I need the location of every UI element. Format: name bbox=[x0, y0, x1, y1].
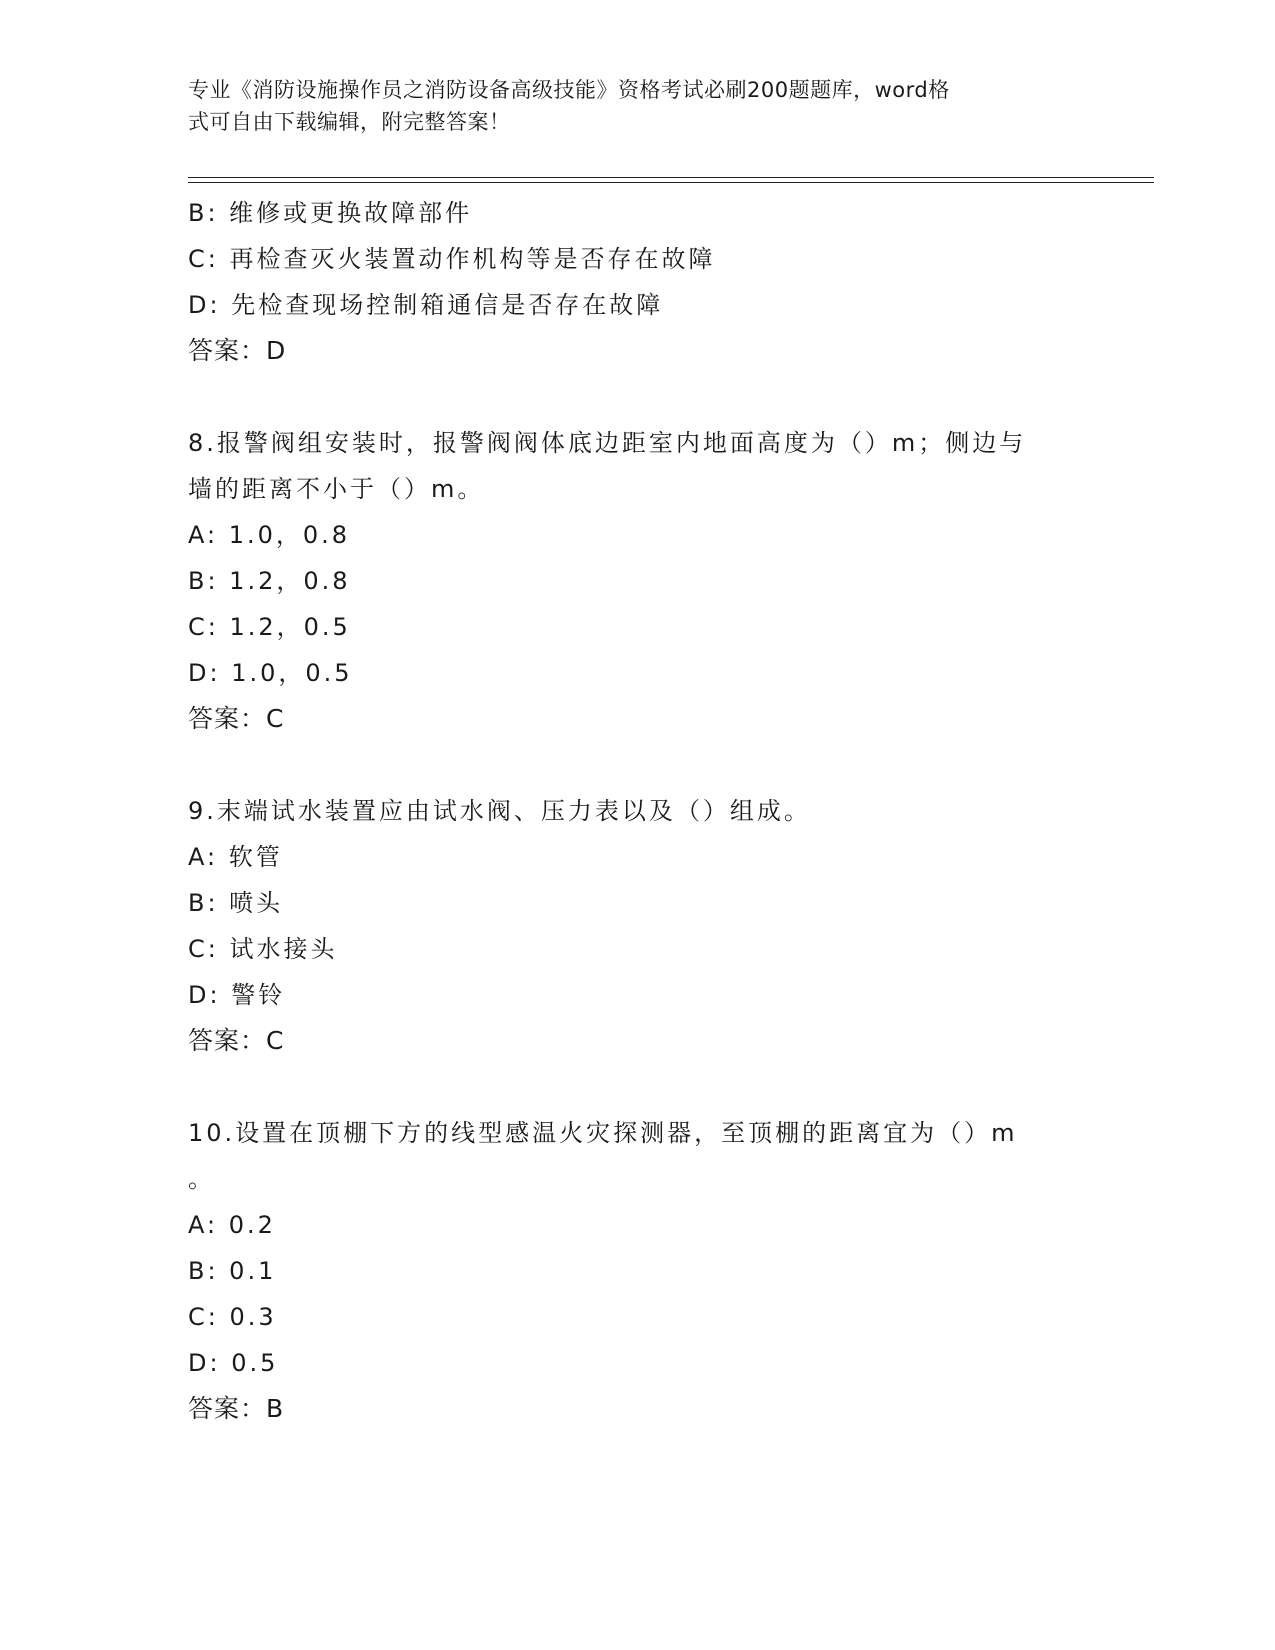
header-divider-top bbox=[188, 177, 1154, 178]
answer: 答案：D bbox=[188, 336, 287, 365]
question-10 bbox=[188, 1110, 1088, 1432]
question-text-line-2: 。 bbox=[188, 1165, 215, 1193]
option-c: C: 1.2，0.5 bbox=[188, 613, 351, 641]
question-text-line-1: 10.设置在顶棚下方的线型感温火灾探测器，至顶棚的距离宜为（）m bbox=[188, 1119, 1018, 1147]
question-text-line-1: 8.报警阀组安装时，报警阀阀体底边距室内地面高度为（）m；侧边与 bbox=[188, 429, 1027, 457]
option-c: C: 试水接头 bbox=[188, 935, 338, 963]
option-a: A: 0.2 bbox=[188, 1211, 276, 1239]
answer: 答案：C bbox=[188, 704, 285, 733]
option-b: B: 0.1 bbox=[188, 1257, 277, 1285]
option-d: D: 先检查现场控制箱通信是否存在故障 bbox=[188, 291, 664, 319]
document-header bbox=[188, 74, 1068, 138]
option-d: D: 警铃 bbox=[188, 981, 286, 1009]
option-c: C: 再检查灭火装置动作机构等是否存在故障 bbox=[188, 245, 716, 273]
header-line-2: 式可自由下载编辑，附完整答案！ bbox=[188, 110, 511, 134]
spacer bbox=[188, 742, 1088, 788]
header-divider-bottom bbox=[188, 182, 1154, 183]
answer: 答案：B bbox=[188, 1394, 285, 1423]
option-d: D: 1.0，0.5 bbox=[188, 659, 353, 687]
question-8 bbox=[188, 420, 1088, 742]
spacer bbox=[188, 374, 1088, 420]
option-b: B: 喷头 bbox=[188, 889, 284, 917]
question-text-line-2: 墙的距离不小于（）m。 bbox=[188, 475, 485, 503]
option-a: A: 1.0，0.8 bbox=[188, 521, 351, 549]
option-d: D: 0.5 bbox=[188, 1349, 279, 1377]
option-c: C: 0.3 bbox=[188, 1303, 277, 1331]
option-b: B: 1.2，0.8 bbox=[188, 567, 351, 595]
header-line-1: 专业《消防设施操作员之消防设备高级技能》资格考试必刷200题题库，word格 bbox=[188, 78, 950, 102]
question-7-continued bbox=[188, 190, 1088, 374]
answer: 答案：C bbox=[188, 1026, 285, 1055]
question-text-line-1: 9.末端试水装置应由试水阀、压力表以及（）组成。 bbox=[188, 797, 811, 825]
question-content bbox=[188, 190, 1088, 1432]
option-a: A: 软管 bbox=[188, 843, 283, 871]
option-b: B: 维修或更换故障部件 bbox=[188, 199, 473, 227]
spacer bbox=[188, 1064, 1088, 1110]
question-9 bbox=[188, 788, 1088, 1064]
